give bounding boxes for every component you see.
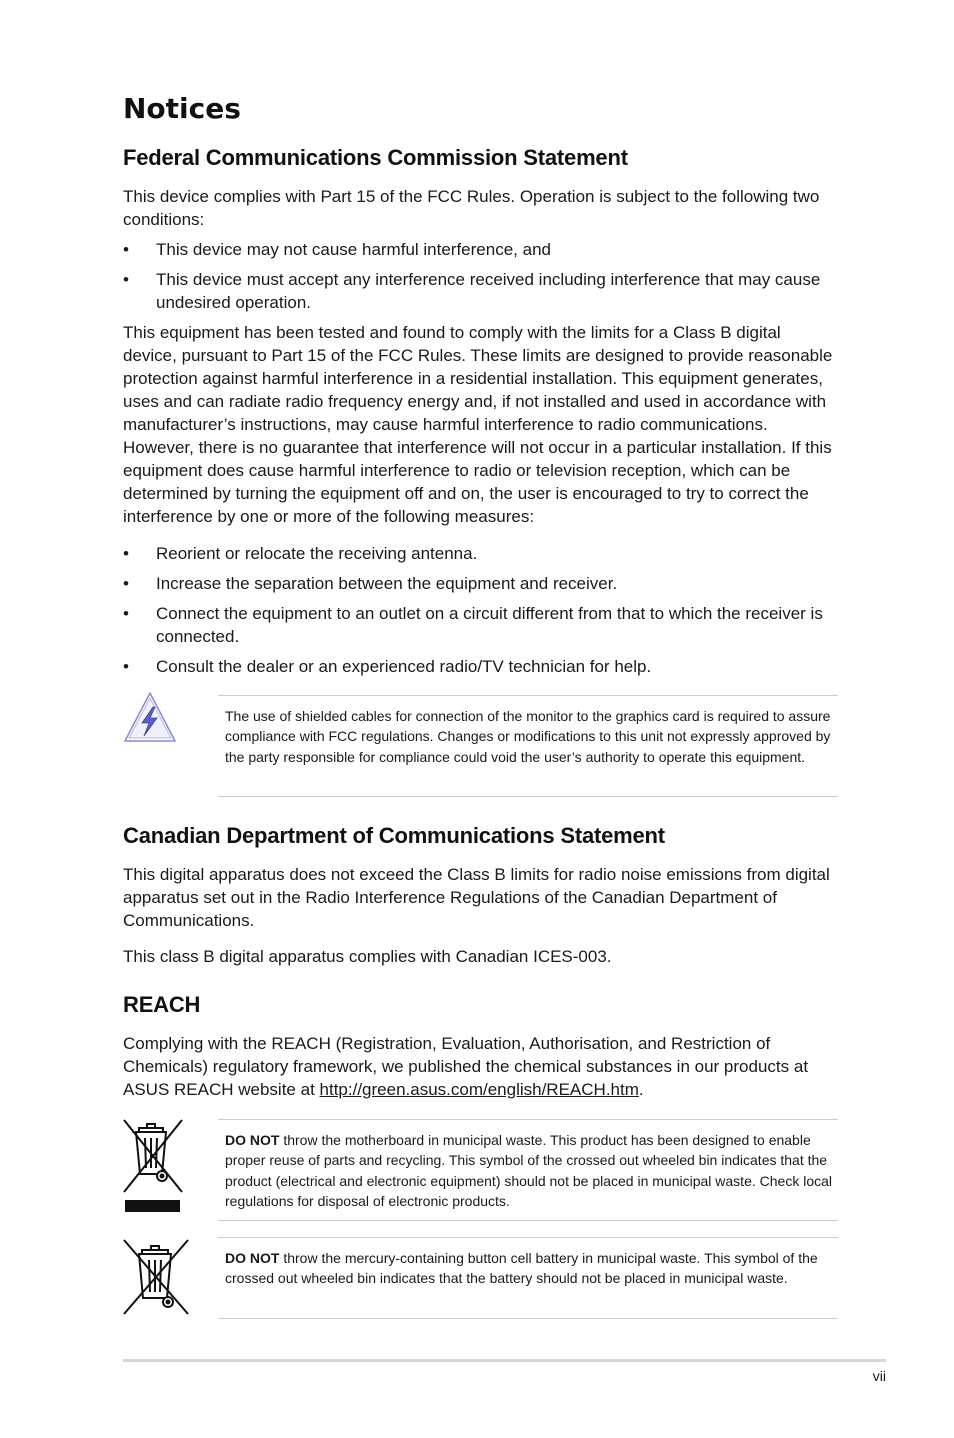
bullet-icon: •: [123, 270, 129, 289]
reach-note-box-1: [218, 1119, 838, 1221]
fcc-note-box: [218, 695, 838, 797]
footer-rule: [123, 1359, 886, 1362]
bullet-icon: •: [123, 240, 129, 259]
fcc-condition-text: This device must accept any interference received including interference that may cause undesired operation.: [156, 270, 821, 312]
canada-para-1: This digital apparatus does not exceed the Class B limits for radio noise emissions from digital apparatus set out in the Radio Interference Regulations of the Canadian Department of Communications.: [123, 865, 830, 930]
bullet-icon: •: [123, 604, 129, 623]
bullet-icon: •: [123, 574, 129, 593]
fcc-measure-text: Reorient or relocate the receiving antenna.: [156, 544, 478, 563]
lightning-warning-icon: [122, 690, 178, 751]
bullet-icon: •: [123, 657, 129, 676]
reach-text-end: .: [638, 1080, 644, 1099]
crossed-bin-battery-icon: [122, 1238, 190, 1321]
reach-note-box-2: [218, 1237, 838, 1319]
crossed-bin-icon: [122, 1118, 184, 1219]
reach-paragraph: [123, 1032, 839, 1101]
reach-note-1-body: throw the motherboard in municipal waste. This product has been designed to enable proper reuse of parts and recycling. This symbol of the crossed out wheeled bin indicates that the product (electrical and electronic equipment) should not be placed in municipal waste. Check local regulations for disposal of electronic products.: [225, 1132, 832, 1209]
do-not-label: DO NOT: [225, 1132, 280, 1148]
reach-note-2-text: [225, 1248, 833, 1289]
bullet-icon: •: [123, 544, 129, 563]
fcc-measure-text: Consult the dealer or an experienced radio/TV technician for help.: [156, 657, 652, 676]
reach-note-1-text: [225, 1130, 833, 1211]
fcc-heading: Federal Communications Commission Statement: [123, 145, 628, 170]
reach-note-2-body: throw the mercury-containing button cell battery in municipal waste. This symbol of the crossed out wheeled bin indicates that the battery should not be placed in municipal waste.: [225, 1250, 818, 1287]
canada-heading: Canadian Department of Communications Statement: [123, 823, 665, 848]
do-not-label: DO NOT: [225, 1250, 280, 1266]
fcc-measure-text: Connect the equipment to an outlet on a circuit different from that to which the receiver is connected.: [156, 604, 823, 646]
page-number: vii: [872, 1368, 886, 1384]
canada-para-2: This class B digital apparatus complies with Canadian ICES-003.: [123, 947, 612, 966]
fcc-note-text: The use of shielded cables for connection of the monitor to the graphics card is required to assure compliance with FCC regulations. Changes or modifications to this unit not expressly approved by the party responsible for compliance could void the user’s authority to operate this equipment.: [225, 708, 831, 765]
fcc-condition-text: This device may not cause harmful interference, and: [156, 240, 551, 259]
reach-website-link[interactable]: http://green.asus.com/english/REACH.htm: [319, 1080, 639, 1099]
fcc-intro: This device complies with Part 15 of the FCC Rules. Operation is subject to the following two conditions:: [123, 187, 820, 229]
fcc-measure-text: Increase the separation between the equipment and receiver.: [156, 574, 618, 593]
fcc-body: This equipment has been tested and found to comply with the limits for a Class B digital device, pursuant to Part 15 of the FCC Rules. These limits are designed to provide reasonable protection against harmful interference in a residential installation. This equipment generates, uses and can radiate radio frequency energy and, if not installed and used in accordance with manufacturer’s instructions, may cause harmful interference to radio communications. However, there is no guarantee that interference will not occur in a particular installation. If this equipment does cause harmful interference to radio or television reception, which can be determined by turning the equipment off and on, the user is encouraged to try to correct the interference by one or more of the following measures:: [123, 323, 833, 526]
reach-heading: REACH: [123, 992, 201, 1017]
page-title: Notices: [123, 92, 241, 125]
reach-text: Complying with the REACH (Registration, Evaluation, Authorisation, and Restriction of Chemicals) regulatory framework, we published the chemical substances in our products at ASUS REACH website at: [123, 1034, 809, 1099]
